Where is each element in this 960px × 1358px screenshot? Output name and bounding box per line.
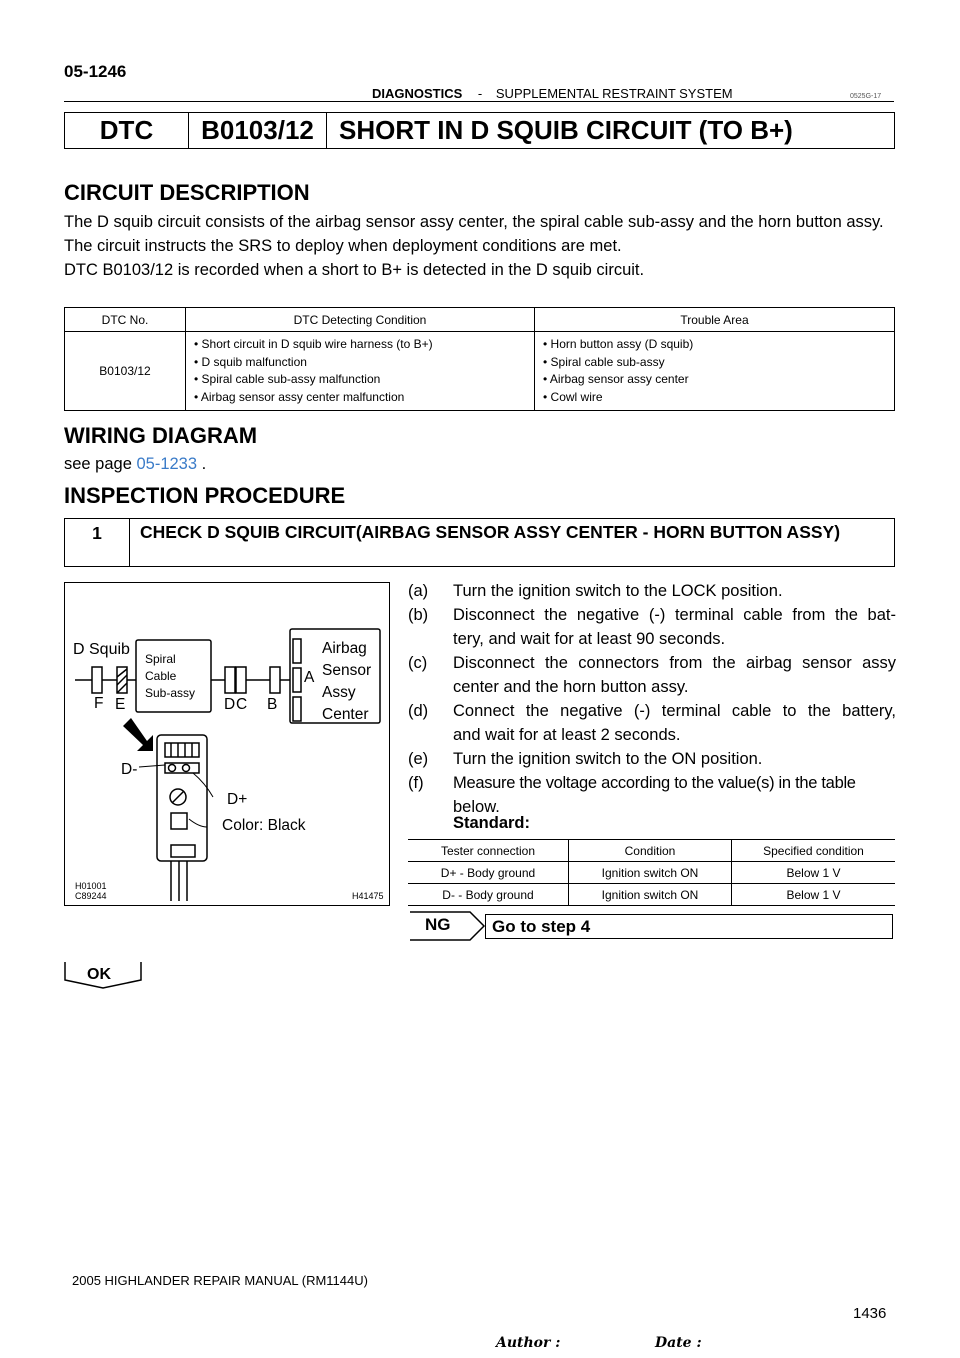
wiring-ref-end: .	[197, 455, 207, 473]
instruction-label: (d)	[408, 702, 429, 720]
step-number: 1	[65, 519, 130, 566]
go-to-step-4[interactable]: Go to step 4	[485, 914, 893, 939]
footer-page-number: 1436	[853, 1305, 887, 1322]
standard-label: Standard:	[453, 814, 531, 832]
standard-table	[408, 839, 895, 906]
area-item: • Horn button assy (D squib)	[543, 337, 694, 351]
condition-item: • Spiral cable sub-assy malfunction	[194, 372, 381, 386]
title-name: SHORT IN D SQUIB CIRCUIT (TO B+)	[339, 115, 793, 145]
label-d-plus: D+	[227, 791, 248, 808]
wiring-ref-text: see page	[64, 455, 137, 473]
connector-f	[92, 667, 102, 693]
date-label: Date :	[655, 1335, 702, 1351]
d-plus-leader	[193, 773, 213, 797]
std-cell: D- - Body ground	[408, 884, 569, 906]
std-header: Tester connection	[408, 840, 569, 862]
d-minus-leader	[139, 765, 165, 767]
dtc-title-box	[64, 112, 895, 149]
figure-codes	[75, 881, 107, 901]
instruction-text: Connect the negative (-) terminal cable to the battery,	[453, 702, 896, 720]
title-code: B0103/12	[189, 113, 327, 148]
connector-b	[270, 667, 280, 693]
spiral-label-line: Spiral	[145, 652, 176, 666]
instruction-label: (e)	[408, 750, 429, 768]
connector-diagram	[65, 583, 389, 905]
section-name: DIAGNOSTICS	[372, 86, 463, 101]
airbag-label-line: Airbag	[322, 640, 367, 657]
wiring-diagram-reference	[64, 452, 896, 476]
std-cell: Ignition switch ON	[569, 884, 732, 906]
airbag-label-line: Assy	[322, 684, 356, 701]
connector-figure	[64, 582, 390, 906]
d-squib-label: D Squib	[73, 641, 130, 658]
instruction-text: tery, and wait for at least 90 seconds.	[453, 630, 726, 648]
doc-code: 0525G-17	[850, 93, 882, 100]
title-dtc: DTC	[65, 113, 189, 148]
spiral-label-line: Cable	[145, 669, 177, 683]
circuit-description-heading: CIRCUIT DESCRIPTION	[64, 180, 310, 205]
ng-label: NG	[425, 915, 451, 934]
instruction-label: (f)	[408, 774, 424, 792]
label-c: C	[236, 696, 248, 713]
condition-item: • Short circuit in D squib wire harness (to B+)	[194, 337, 433, 351]
section-header	[372, 86, 733, 101]
circuit-description-p1: The D squib circuit consists of the airbag sensor assy center, the spiral cable sub-assy and the horn button assy.	[64, 213, 884, 231]
std-cell: Below 1 V	[732, 884, 896, 906]
condition-item: • Airbag sensor assy center malfunction	[194, 389, 405, 404]
instruction-text: and wait for at least 2 seconds.	[453, 726, 681, 744]
instruction-label: (c)	[408, 654, 428, 672]
figure-code: C89244	[75, 891, 107, 901]
connector-a-bot	[293, 697, 301, 721]
author-label: Author :	[496, 1335, 561, 1351]
instruction-list	[408, 582, 896, 822]
airbag-label-line: Sensor	[322, 662, 372, 679]
wiring-diagram-heading: WIRING DIAGRAM	[64, 423, 258, 448]
step-1-box	[64, 518, 895, 567]
airbag-sensor-label	[322, 638, 371, 726]
label-d-minus: D-	[121, 761, 138, 778]
spiral-label-line: Sub-assy	[145, 686, 196, 700]
label-f: F	[94, 695, 104, 712]
label-d: D	[224, 696, 236, 713]
dtc-table-areas	[535, 332, 895, 411]
instruction-text: Measure the voltage according to the value(s) in the table	[453, 774, 856, 792]
connector-d	[225, 667, 235, 693]
ok-label: OK	[87, 966, 111, 983]
connector-c	[236, 667, 246, 693]
dtc-table-header-condition: DTC Detecting Condition	[186, 308, 535, 332]
instruction-text: Turn the ignition switch to the LOCK position.	[453, 582, 783, 600]
circuit-description	[64, 210, 896, 282]
label-b: B	[267, 696, 278, 713]
spiral-cable-label	[145, 651, 195, 702]
std-header: Specified condition	[732, 840, 896, 862]
label-e: E	[115, 696, 126, 713]
manual-title: 2005 HIGHLANDER REPAIR MANUAL (RM1144U)	[72, 1273, 368, 1288]
instruction-text: below.	[453, 798, 500, 816]
figure-code: H01001	[75, 881, 107, 891]
instruction-text: Disconnect the negative (-) terminal cable from the bat-	[453, 606, 896, 624]
wiring-page-link[interactable]: 05-1233	[136, 455, 198, 473]
color-leader	[189, 819, 207, 827]
section-separator: -	[477, 86, 483, 101]
connector-a-top	[293, 639, 301, 663]
airbag-label-line: Center	[322, 706, 369, 723]
table-row	[408, 862, 895, 884]
table-row	[408, 884, 895, 906]
circuit-description-p3: DTC B0103/12 is recorded when a short to B+ is detected in the D squib circuit.	[64, 261, 645, 279]
condition-item: • D squib malfunction	[194, 354, 307, 369]
dtc-table-header-no: DTC No.	[65, 308, 186, 332]
std-header: Condition	[569, 840, 732, 862]
label-a: A	[304, 669, 315, 686]
connector-a-mid	[293, 668, 301, 692]
std-cell: D+ - Body ground	[408, 862, 569, 884]
area-item: • Spiral cable sub-assy	[543, 354, 665, 369]
page-number: 05-1246	[64, 62, 127, 81]
circuit-description-p2: The circuit instructs the SRS to deploy when deployment conditions are met.	[64, 237, 622, 255]
instruction-text: Turn the ignition switch to the ON position.	[453, 750, 763, 768]
label-color: Color: Black	[222, 817, 306, 834]
dtc-table-conditions	[186, 332, 535, 411]
dtc-table	[64, 307, 895, 411]
std-cell: Below 1 V	[732, 862, 896, 884]
subsection-name: SUPPLEMENTAL RESTRAINT SYSTEM	[495, 86, 733, 101]
step-title: CHECK D SQUIB CIRCUIT(AIRBAG SENSOR ASSY CENTER - HORN BUTTON ASSY)	[140, 522, 841, 542]
area-item: • Airbag sensor assy center	[543, 372, 689, 386]
dtc-table-header-area: Trouble Area	[535, 308, 895, 332]
std-cell: Ignition switch ON	[569, 862, 732, 884]
header-rule	[64, 101, 894, 102]
instruction-text: center and the horn button assy.	[453, 678, 689, 696]
dtc-table-code: B0103/12	[65, 332, 186, 411]
instruction-label: (a)	[408, 582, 429, 600]
instruction-text: Disconnect the connectors from the airbag sensor assy	[453, 654, 896, 672]
inspection-procedure-heading: INSPECTION PROCEDURE	[64, 483, 346, 508]
arrow-icon	[123, 718, 153, 751]
area-item: • Cowl wire	[543, 389, 603, 404]
instruction-label: (b)	[408, 606, 429, 624]
figure-id: H41475	[352, 891, 384, 901]
